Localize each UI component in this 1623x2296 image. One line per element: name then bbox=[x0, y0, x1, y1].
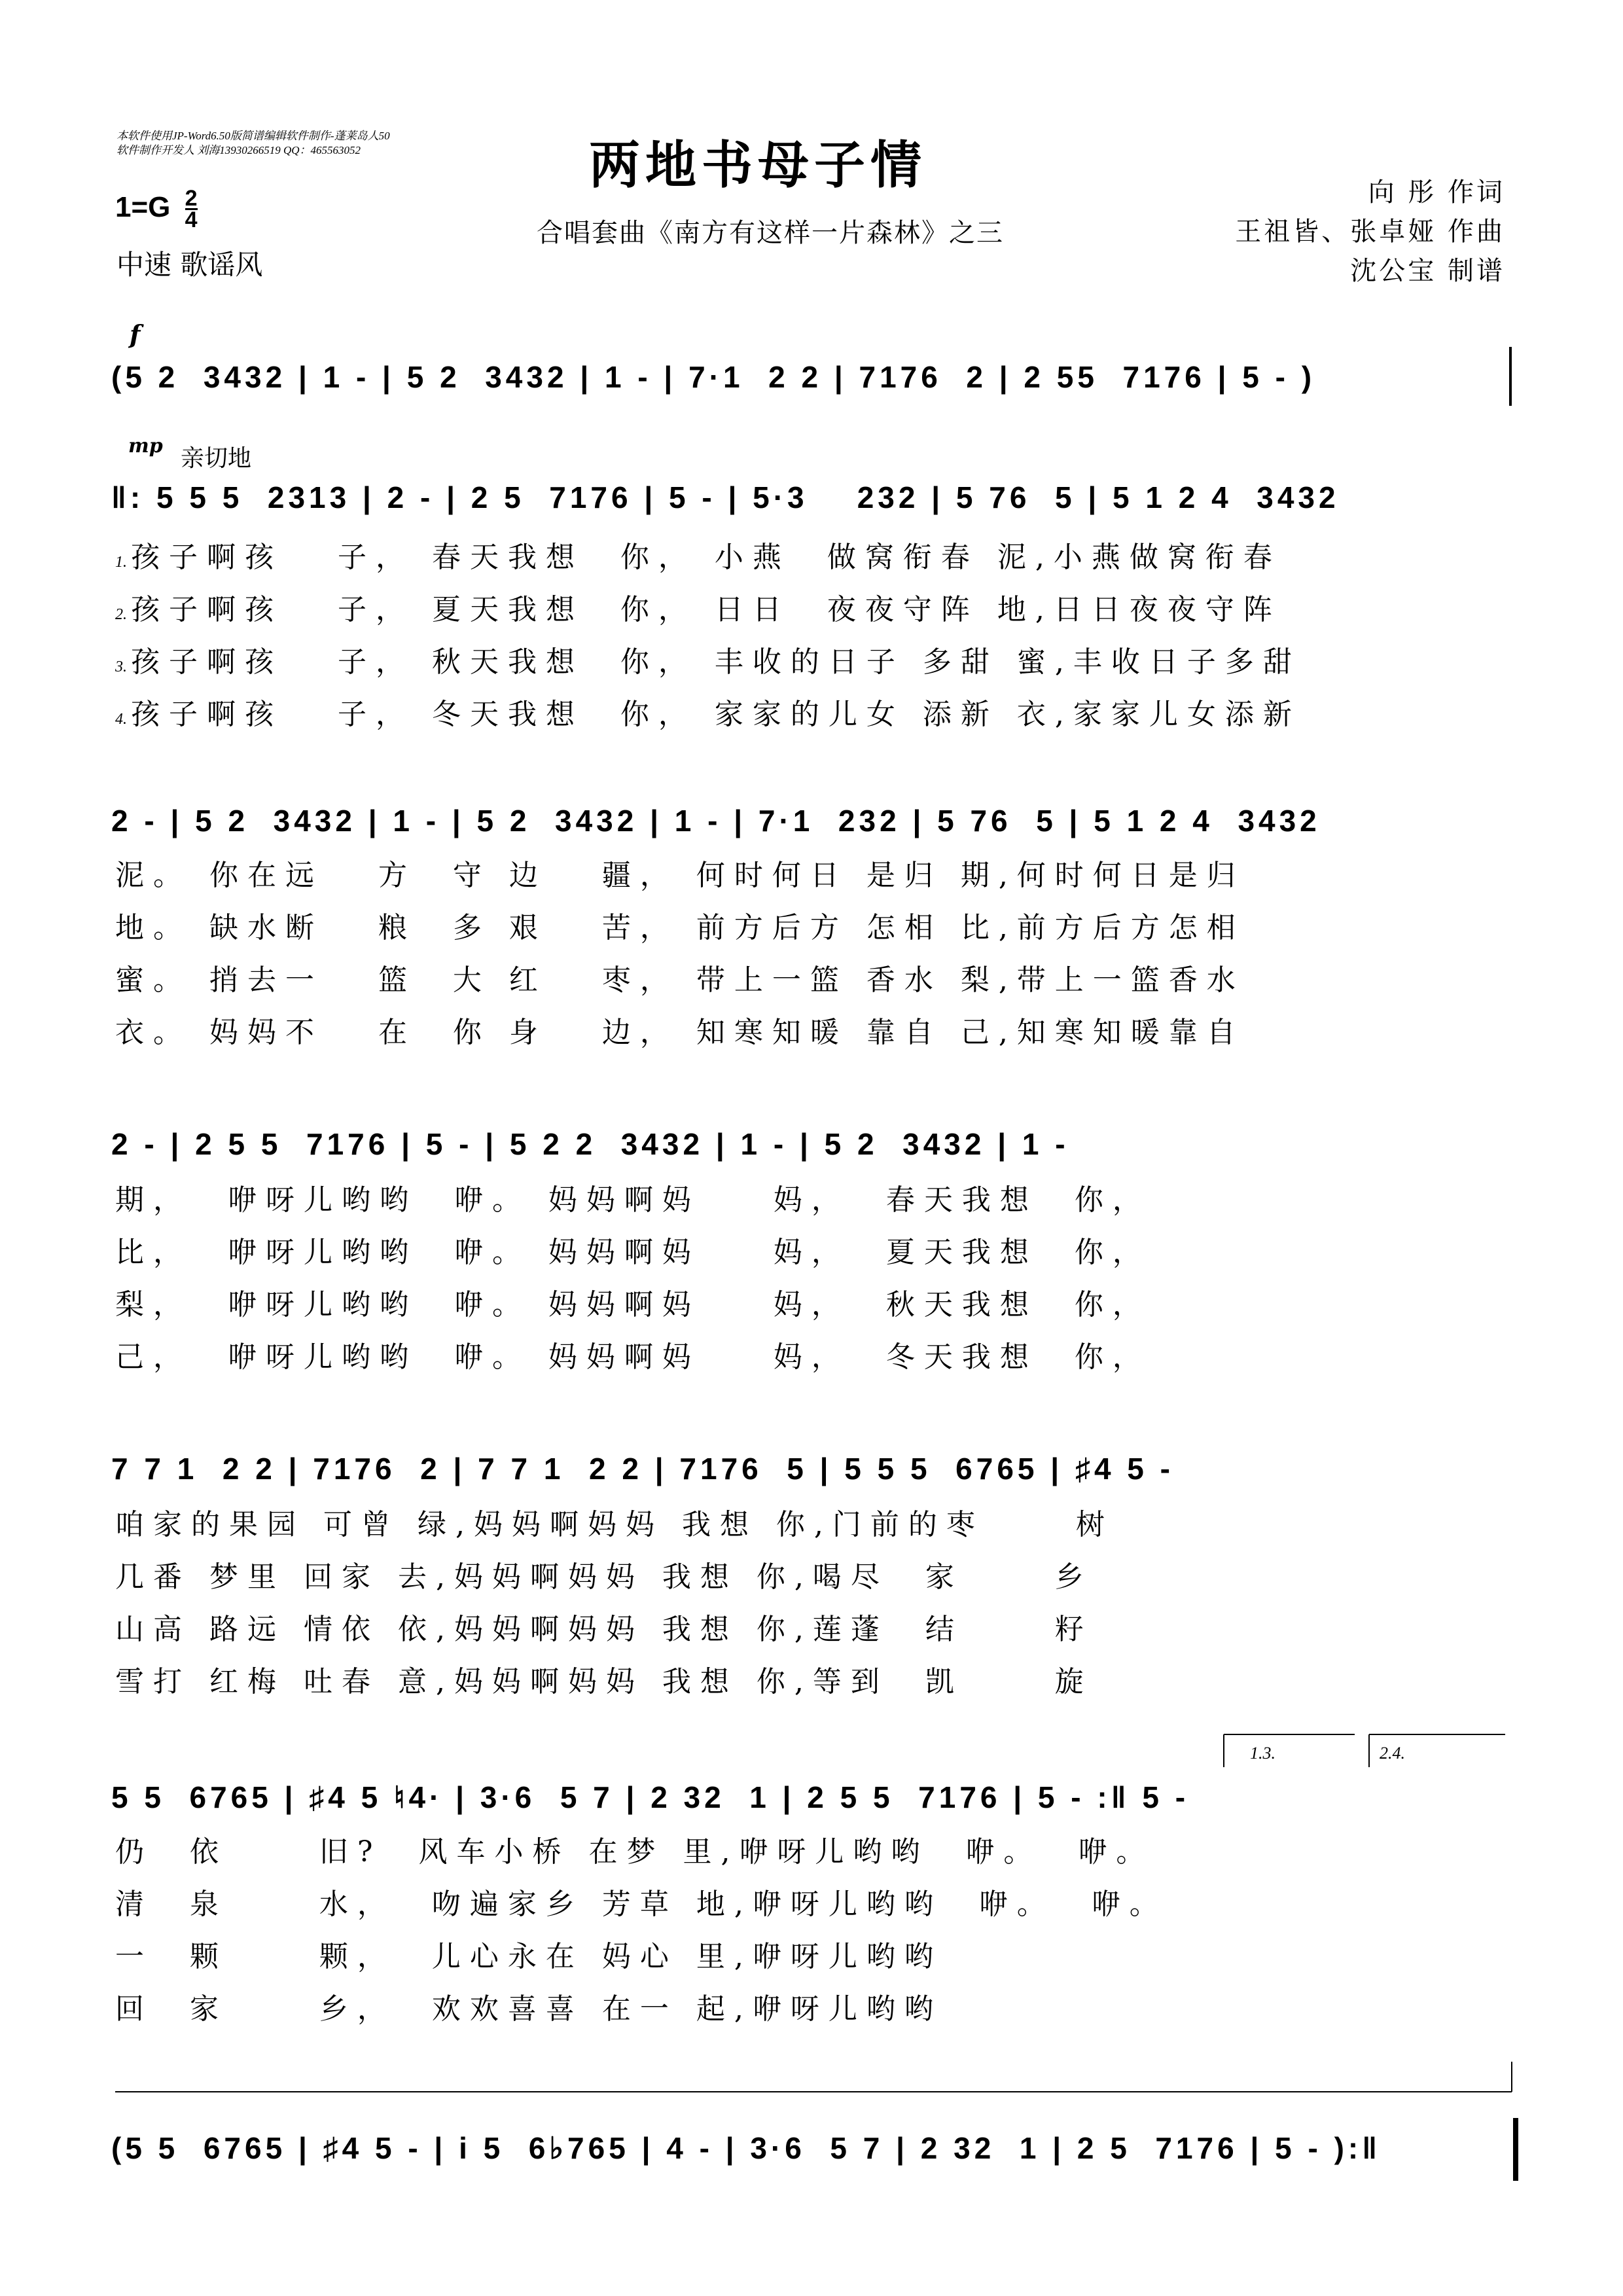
system-2-lyric-verse-3: 3. 孩子啊孩 子， 秋天我想 你， 丰收的日子 多甜 蜜,丰收日子多甜 bbox=[115, 645, 1301, 679]
volta-second-ending: 2.4. bbox=[1380, 1744, 1405, 1763]
system-4-lyric-verse-3: 梨， 咿呀儿哟哟 咿。 妈妈啊妈 妈， 秋天我想 你， bbox=[115, 1288, 1150, 1321]
system-6-notes: 5 5 6765 | ♯4 5 ♮4· | 3·6 5 7 | 2 32 1 | 2 5 5 7176 | 5 - :‖ 5 - bbox=[111, 1780, 1190, 1814]
system-4-lyric-verse-4: 己， 咿呀儿哟哟 咿。 妈妈啊妈 妈， 冬天我想 你， bbox=[115, 1340, 1150, 1374]
dynamic-forte: f bbox=[130, 319, 141, 349]
system-3-notes: 2 - | 5 2 3432 | 1 - | 5 2 3432 | 1 - | 7·1 232 | 5 76 5 | 5 1 2 4 3432 bbox=[111, 804, 1321, 838]
expression-mark: 亲切地 bbox=[181, 445, 252, 472]
system-2-notes: ‖: 5 5 5 2313 | 2 - | 2 5 7176 | 5 - | 5·3 232 | 5 76 5 | 5 1 2 4 3432 bbox=[111, 480, 1340, 514]
system-3-lyric-verse-3: 蜜。 捎去一 篮 大 红 枣， 带上一篮 香水 梨,带上一篮香水 bbox=[115, 963, 1245, 997]
key-label: 1=G bbox=[115, 191, 171, 224]
credit-composer: 王祖皆、张卓娅 作曲 bbox=[1235, 217, 1505, 247]
software-watermark-line2: 软件制作开发人 刘海13930266519 QQ：465563052 bbox=[116, 144, 361, 156]
song-title: 两地书母子情 bbox=[589, 135, 927, 195]
time-signature-denominator: 4 bbox=[185, 207, 198, 232]
system-6-lyric-verse-3: 一 颗 颗， 儿心永在 妈心 里,咿呀儿哟哟 bbox=[115, 1940, 942, 1973]
system-6-lyric-verse-4: 回 家 乡， 欢欢喜喜 在一 起,咿呀儿哟哟 bbox=[115, 1992, 942, 2026]
system-5-lyric-verse-2: 几番 梦里 回家 去,妈妈啊妈妈 我想 你,喝尽 家 乡 bbox=[115, 1560, 1093, 1594]
tempo-marking: 中速 歌谣风 bbox=[116, 249, 263, 281]
system-2-lyric-verse-1: 1. 孩子啊孩 子， 春天我想 你， 小燕 做窝衔春 泥,小燕做窝衔春 bbox=[115, 541, 1281, 574]
system-7-notes: (5 5 6765 | ♯4 5 - | i 5 6♭765 | 4 - | 3·6 5 7 | 2 32 1 | 2 5 7176 | 5 - ):‖ bbox=[111, 2131, 1382, 2165]
system-5-lyric-verse-3: 山高 路远 情依 依,妈妈啊妈妈 我想 你,莲蓬 结 籽 bbox=[115, 1613, 1093, 1646]
system-2-lyric-verse-4: 4. 孩子啊孩 子， 冬天我想 你， 家家的儿女 添新 衣,家家儿女添新 bbox=[115, 698, 1301, 731]
system-4-lyric-verse-2: 比， 咿呀儿哟哟 咿。 妈妈啊妈 妈， 夏天我想 你， bbox=[115, 1236, 1150, 1269]
dynamic-mezzo-piano: mp bbox=[128, 435, 163, 457]
system-4-lyric-verse-1: 期， 咿呀儿哟哟 咿。 妈妈啊妈 妈， 春天我想 你， bbox=[115, 1183, 1150, 1217]
system-5-lyric-verse-4: 雪打 红梅 吐春 意,妈妈啊妈妈 我想 你,等到 凯 旋 bbox=[115, 1665, 1093, 1698]
system-3-lyric-verse-2: 地。 缺水断 粮 多 艰 苦， 前方后方 怎相 比,前方后方怎相 bbox=[115, 911, 1245, 944]
credit-lyricist: 向 彤 作词 bbox=[1368, 177, 1505, 207]
credit-transcriber: 沈公宝 制谱 bbox=[1350, 256, 1505, 286]
system-3-lyric-verse-4: 衣。 妈妈不 在 你 身 边， 知寒知暖 靠自 己,知寒知暖靠自 bbox=[115, 1016, 1245, 1049]
system-6-lyric-verse-1: 仍 依 旧? 风车小桥 在梦 里,咿呀儿哟哟 咿。 咿。 bbox=[115, 1835, 1154, 1869]
system-1-notes: (5 2 3432 | 1 - | 5 2 3432 | 1 - | 7·1 2 2 | 7176 2 | 2 55 7176 | 5 - ) bbox=[111, 360, 1316, 394]
system-2-lyric-verse-2: 2. 孩子啊孩 子， 夏天我想 你， 日日 夜夜守阵 地,日日夜夜守阵 bbox=[115, 593, 1281, 626]
time-signature-numerator: 2 bbox=[185, 186, 198, 211]
system-3-lyric-verse-1: 泥。 你在远 方 守 边 疆， 何时何日 是归 期,何时何日是归 bbox=[115, 859, 1245, 892]
volta-first-ending: 1.3. bbox=[1250, 1744, 1275, 1763]
system-5-notes: 7 7 1 2 2 | 7176 2 | 7 7 1 2 2 | 7176 5 | 5 5 5 6765 | ♯4 5 - bbox=[111, 1452, 1174, 1486]
song-subtitle: 合唱套曲《南方有这样一片森林》之三 bbox=[537, 218, 1004, 248]
system-6-lyric-verse-2: 清 泉 水， 吻遍家乡 芳草 地,咿呀儿哟哟 咿。 咿。 bbox=[115, 1888, 1168, 1921]
system-5-lyric-verse-1: 咱家的果园 可曾 绿,妈妈啊妈妈 我想 你,门前的枣 树 bbox=[115, 1508, 1114, 1541]
system-4-notes: 2 - | 2 5 5 7176 | 5 - | 5 2 2 3432 | 1 - | 5 2 3432 | 1 - bbox=[111, 1127, 1069, 1161]
software-watermark-line1: 本软件使用JP-Word6.50版简谱编辑软件制作-蓬莱岛人50 bbox=[116, 130, 390, 142]
